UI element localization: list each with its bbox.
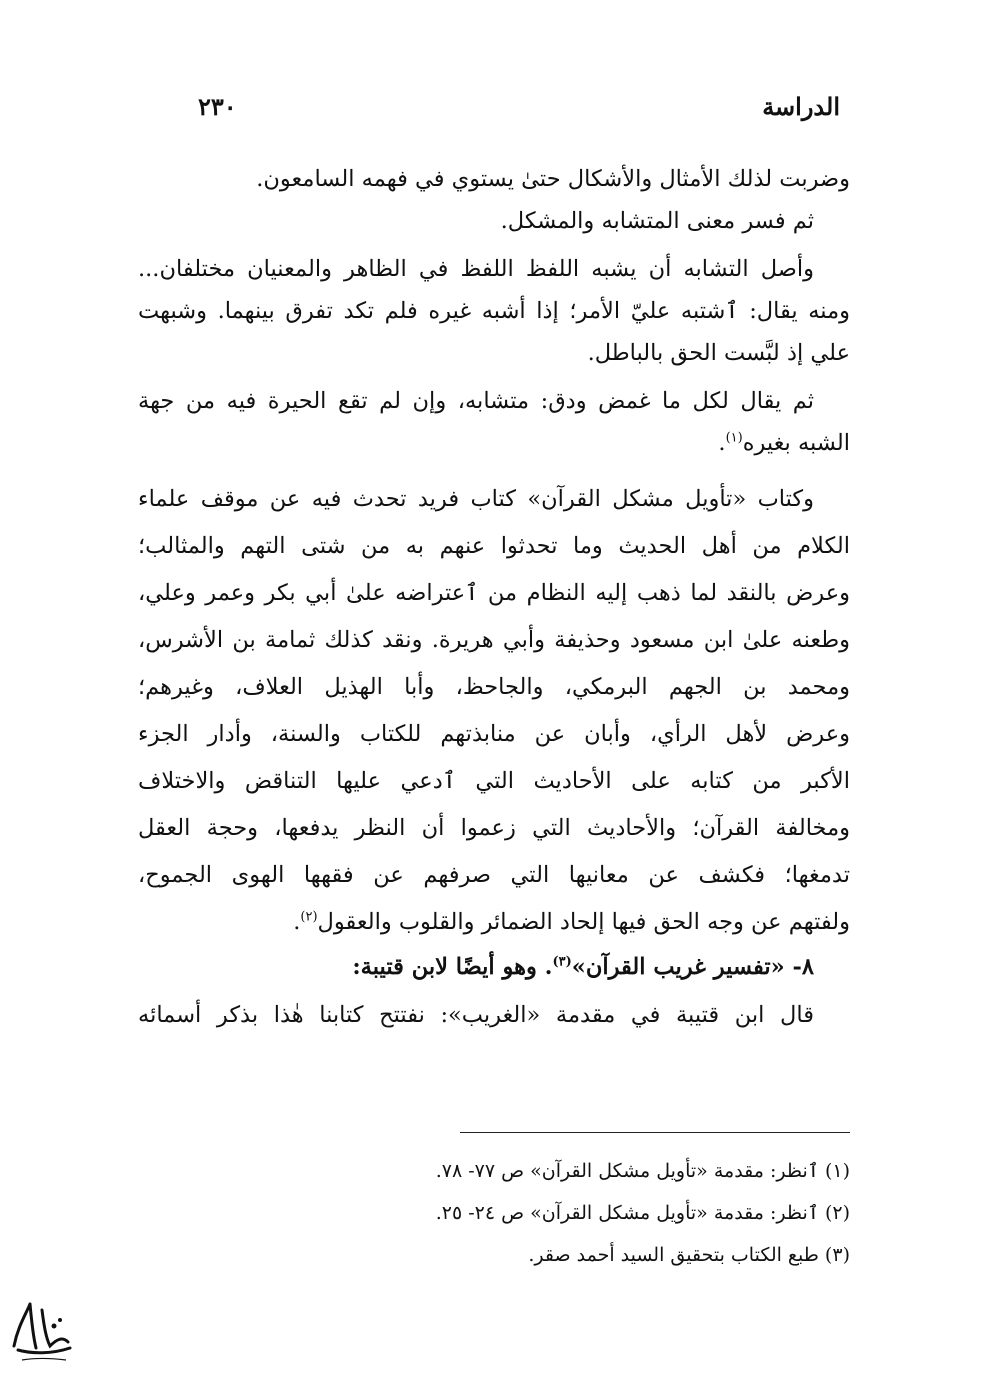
line-end: . [718, 430, 726, 456]
footnote: (١) ٱنظر: مقدمة «تأويل مشكل القرآن» ص ٧٧- ٧٨. [435, 1160, 850, 1182]
text-line: وكتاب «تأويل مشكل القرآن» كتاب فريد تحدث فيه عن موقف علماء [138, 486, 814, 512]
text-line [138, 422, 850, 464]
text-line: وضربت لذلك الأمثال والأشكال حتىٰ يستوي في فهمه السامعون. [256, 166, 850, 192]
footnote: (٢) ٱنظر: مقدمة «تأويل مشكل القرآن» ص ٢٤- ٢٥. [435, 1202, 850, 1224]
text-line: الكلام من أهل الحديث وما تحدثوا عنهم به من شتى التهم والمثالب؛ [138, 533, 850, 559]
text-line: وعرض بالنقد لما ذهب إليه النظام من ٱعتراضه علىٰ أبي بكر وعمر وعلي، [138, 580, 850, 606]
text-line: الأكبر من كتابه على الأحاديث التي ٱدعي عليها التناقض والاختلاف [138, 768, 850, 794]
text-line: ثم فسر معنى المتشابه والمشكل. [500, 208, 814, 234]
footnotes [138, 1150, 850, 1276]
footnote: (٣) طبع الكتاب بتحقيق السيد أحمد صقر. [528, 1244, 850, 1266]
heading-text: ٨- «تفسير غريب القرآن» [571, 954, 814, 980]
text-line: علي إذ لبَّست الحق بالباطل. [587, 340, 850, 366]
footnote-ref: (٢) [300, 909, 318, 925]
main-text [138, 158, 850, 1036]
text-line: ومحمد بن الجهم البرمكي، والجاحظ، وأبا الهذيل العلاف، وغيرهم؛ [138, 674, 850, 700]
text-line: ومخالفة القرآن؛ والأحاديث التي زعموا أن النظر يدفعها، وحجة العقل [138, 815, 850, 841]
text-line: ومنه يقال: ٱشتبه عليّ الأمر؛ إذا أشبه غيره فلم تكد تفرق بينهما. وشبهت [138, 298, 850, 324]
line-end: . [293, 909, 301, 935]
footnote-divider [460, 1132, 850, 1133]
footnote-ref: (٣) [552, 954, 572, 970]
section-heading [138, 946, 850, 988]
text-line: وعرض لأهل الرأي، وأبان عن منابذتهم للكتاب والسنة، وأدار الجزء [138, 721, 850, 747]
heading-text-rest: . وهو أيضًا لابن قتيبة: [352, 954, 553, 980]
text-line: وطعنه علىٰ ابن مسعود وحذيفة وأبي هريرة. ونقد كذلك ثمامة بن الأشرس، [138, 627, 850, 653]
page-header [138, 92, 850, 124]
line-text: ولفتهم عن وجه الحق فيها إلحاد الضمائر والقلوب والعقول [317, 909, 850, 935]
running-title: الدراسة [762, 92, 840, 121]
text-line [138, 899, 850, 946]
line-text: الشبه بغيره [742, 430, 850, 456]
text-line: قال ابن قتيبة في مقدمة «الغريب»: نفتتح كتابنا هٰذا بذكر أسمائه [138, 1002, 814, 1028]
footnote-ref: (١) [725, 430, 743, 446]
text-line: ثم يقال لكل ما غمض ودق: متشابه، وإن لم تقع الحيرة فيه من جهة [138, 388, 814, 414]
library-calligraphy-logo-icon [8, 1296, 74, 1366]
text-line: وأصل التشابه أن يشبه اللفظ اللفظ في الظاهر والمعنيان مختلفان... [138, 256, 814, 282]
page-number: ٢٣٠ [198, 92, 237, 121]
text-line: تدمغها؛ فكشف عن معانيها التي صرفهم عن فقهها الهوى الجموح، [138, 862, 850, 888]
